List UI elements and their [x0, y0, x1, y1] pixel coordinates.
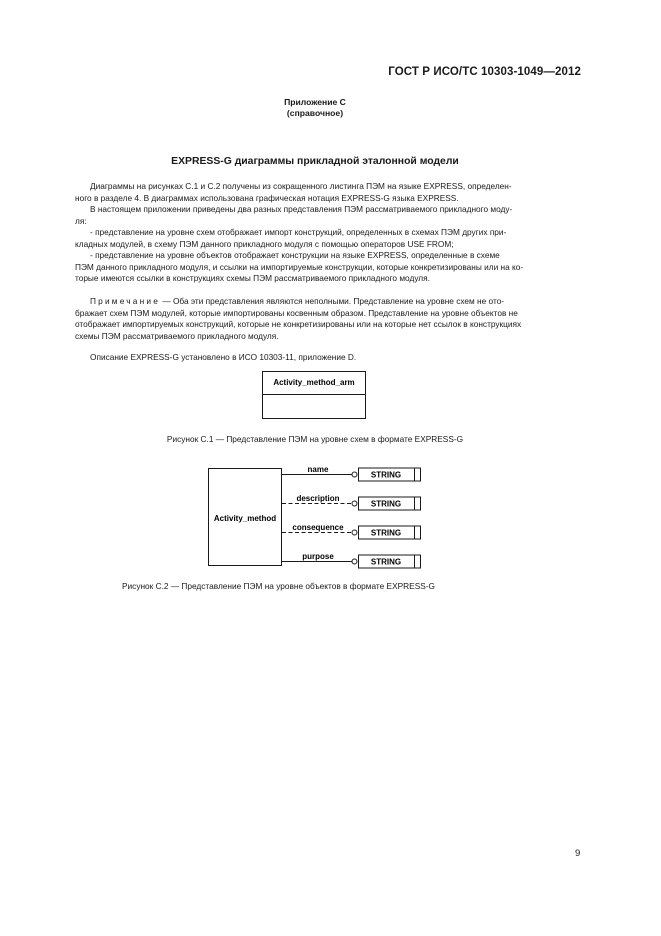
note-line: бражает схем ПЭМ модулей, которые импортированы косвенным образом. Представление на уровне объектов не [75, 307, 518, 318]
document-standard-number: ГОСТ Р ИСО/ТС 10303-1049—2012 [388, 66, 581, 78]
appendix-title: Приложение С [284, 97, 346, 107]
attributes-group [282, 465, 421, 568]
note-line: схемы ПЭМ рассматриваемого прикладного модуля. [75, 330, 279, 341]
paragraph-line: торые имеются ссылки в конструкциях схемы ПЭМ рассматриваемого прикладного модуля. [75, 273, 430, 283]
note-first-line [75, 296, 584, 308]
figure-c2-diagram [200, 460, 435, 572]
string-type-label: STRING [370, 528, 402, 538]
string-type-label: STRING [370, 470, 402, 480]
attribute-name-label: purpose [302, 552, 334, 561]
note-label: Примечание [90, 296, 161, 306]
express-g-reference [75, 352, 584, 364]
paragraph-line: ПЭМ данного прикладного модуля, и ссылки на импортируемые конструкции, которые конкретизированы или на ко- [75, 261, 524, 272]
paragraph-line: ного в разделе 4. В диаграммах использована графическая нотация EXPRESS-G языка EXPRESS. [75, 192, 459, 203]
body-text [75, 181, 584, 285]
figure-c1-caption: Рисунок С.1 — Представление ПЭМ на уровне схем в формате EXPRESS-G [166, 434, 464, 444]
paragraph-line: Диаграммы на рисунках С.1 и С.2 получены из сокращенного листинга ПЭМ на языке EXPRESS, определен- [90, 181, 512, 191]
schema-box-label: Activity_method_arm [273, 378, 355, 387]
relationship-end-circle [352, 472, 357, 477]
relationship-end-circle [352, 501, 357, 506]
section-title: EXPRESS-G диаграммы прикладной эталонной модели [171, 156, 459, 167]
attribute-name-label: description [296, 494, 340, 503]
paragraph-line: - представление на уровне схем отображает импорт конструкций, определенных в схемах ПЭМ других при- [90, 227, 507, 237]
appendix-subtitle: (справочное) [286, 108, 344, 118]
paragraph-line: ля: [75, 215, 87, 226]
figure-c2-caption: Рисунок С.2 — Представление ПЭМ на уровне объектов в формате EXPRESS-G [122, 581, 435, 591]
paragraph-line: Описание EXPRESS-G установлено в ИСО 10303-11, приложение D. [90, 352, 357, 362]
paragraph-line: В настоящем приложении приведены два разных представления ПЭМ рассматриваемого прикладного моду- [90, 204, 513, 214]
figure-c1-diagram [255, 366, 380, 424]
string-type-label: STRING [370, 557, 402, 567]
entity-label: Activity_method [213, 514, 277, 523]
paragraph-line: кладных модулей, в схему ПЭМ данного прикладного модуля с помощью операторов USE FROM; [75, 238, 454, 249]
attribute-name-label: name [307, 465, 329, 474]
relationship-end-circle [352, 559, 357, 564]
relationship-end-circle [352, 530, 357, 535]
note-text: — Оба эти представления являются неполными. Представление на уровне схем не ото- [162, 296, 505, 306]
note-line: отображает импортируемых конструкций, которые не конкретизированы или на которые нет ссылок в конструкциях [75, 319, 522, 329]
attribute-name-label: consequence [292, 523, 344, 532]
page-number: 9 [575, 848, 581, 859]
string-type-label: STRING [370, 499, 402, 509]
paragraph-line: - представление на уровне объектов отображает конструкции на языке EXPRESS, определенные в схеме [90, 250, 500, 260]
note-block [75, 296, 584, 342]
